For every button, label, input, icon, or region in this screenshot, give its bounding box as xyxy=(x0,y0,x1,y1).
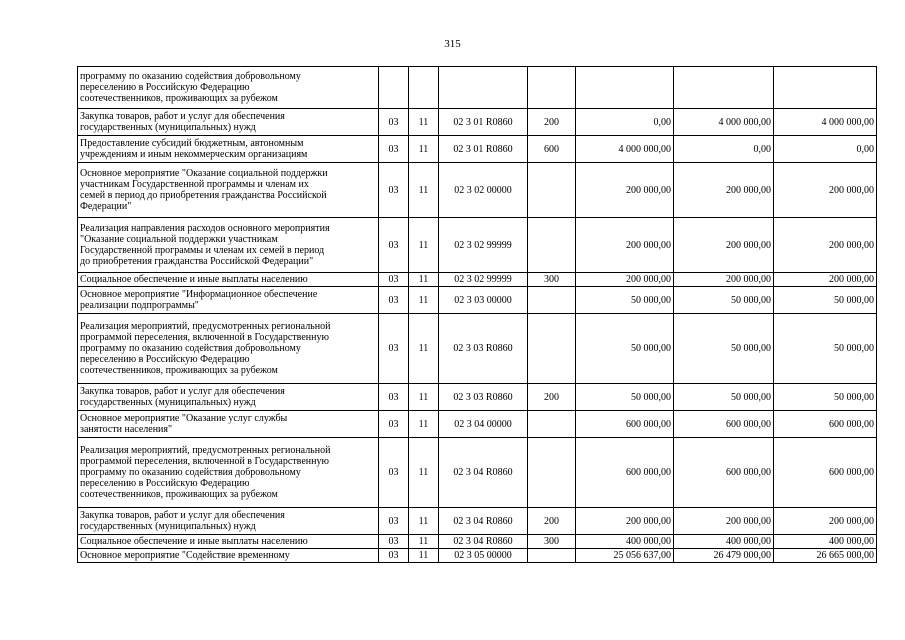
target-article-code: 02 3 03 R0860 xyxy=(439,384,528,411)
amount-year-1: 200 000,00 xyxy=(576,273,674,287)
table-row xyxy=(78,411,877,438)
amount-year-1: 50 000,00 xyxy=(576,287,674,314)
budget-table xyxy=(77,66,877,563)
subsection-code: 11 xyxy=(409,136,439,163)
row-name xyxy=(78,163,379,218)
amount-year-3: 4 000 000,00 xyxy=(774,109,877,136)
amount-year-3: 200 000,00 xyxy=(774,273,877,287)
amount-year-1: 600 000,00 xyxy=(576,438,674,508)
row-name xyxy=(78,535,379,549)
expense-type-code: 300 xyxy=(528,535,576,549)
amount-year-2: 600 000,00 xyxy=(674,411,774,438)
amount-year-1 xyxy=(576,67,674,109)
row-name xyxy=(78,109,379,136)
amount-year-1: 0,00 xyxy=(576,109,674,136)
expense-type-code xyxy=(528,438,576,508)
row-name-line: программу по оказанию содействия добровольному xyxy=(80,343,301,354)
row-name-line: программой переселения, включенной в Государственную xyxy=(80,456,329,467)
amount-year-3: 600 000,00 xyxy=(774,438,877,508)
row-name-line: занятости населения" xyxy=(80,424,173,435)
table-row xyxy=(78,535,877,549)
table-row xyxy=(78,384,877,411)
amount-year-1: 4 000 000,00 xyxy=(576,136,674,163)
subsection-code xyxy=(409,67,439,109)
row-name-line: Реализация мероприятий, предусмотренных региональной xyxy=(80,321,331,332)
row-name xyxy=(78,67,379,109)
row-name-line: Основное мероприятие "Содействие временному xyxy=(80,550,290,561)
row-name-line: Закупка товаров, работ и услуг для обеспечения xyxy=(80,510,285,521)
row-name xyxy=(78,411,379,438)
row-name xyxy=(78,273,379,287)
subsection-code: 11 xyxy=(409,218,439,273)
table-row xyxy=(78,273,877,287)
amount-year-2: 50 000,00 xyxy=(674,384,774,411)
row-name-line: переселению в Российскую Федерацию xyxy=(80,354,250,365)
expense-type-code xyxy=(528,67,576,109)
section-code xyxy=(379,67,409,109)
row-name xyxy=(78,136,379,163)
row-name-line: семей в период до приобретения гражданства Российской xyxy=(80,190,327,201)
section-code: 03 xyxy=(379,314,409,384)
expense-type-code xyxy=(528,287,576,314)
target-article-code: 02 3 02 00000 xyxy=(439,163,528,218)
row-name-line: программой переселения, включенной в Государственную xyxy=(80,332,329,343)
row-name xyxy=(78,508,379,535)
section-code: 03 xyxy=(379,438,409,508)
section-code: 03 xyxy=(379,384,409,411)
row-name xyxy=(78,438,379,508)
row-name-line: "Оказание социальной поддержки участникам xyxy=(80,234,278,245)
row-name-line: соотечественников, проживающих за рубежом xyxy=(80,489,278,500)
row-name-line: программу по оказанию содействия добровольному xyxy=(80,71,301,82)
amount-year-3: 50 000,00 xyxy=(774,287,877,314)
amount-year-1: 200 000,00 xyxy=(576,163,674,218)
expense-type-code: 200 xyxy=(528,508,576,535)
amount-year-2: 200 000,00 xyxy=(674,163,774,218)
target-article-code: 02 3 05 00000 xyxy=(439,549,528,563)
target-article-code: 02 3 04 00000 xyxy=(439,411,528,438)
table-row xyxy=(78,549,877,563)
amount-year-1: 25 056 637,00 xyxy=(576,549,674,563)
table-row xyxy=(78,438,877,508)
expense-type-code xyxy=(528,314,576,384)
row-name-line: Закупка товаров, работ и услуг для обеспечения xyxy=(80,386,285,397)
row-name-line: Предоставление субсидий бюджетным, автономным xyxy=(80,138,304,149)
section-code: 03 xyxy=(379,273,409,287)
expense-type-code: 200 xyxy=(528,109,576,136)
section-code: 03 xyxy=(379,109,409,136)
amount-year-2: 600 000,00 xyxy=(674,438,774,508)
amount-year-2: 200 000,00 xyxy=(674,273,774,287)
amount-year-1: 200 000,00 xyxy=(576,508,674,535)
amount-year-2: 0,00 xyxy=(674,136,774,163)
subsection-code: 11 xyxy=(409,287,439,314)
target-article-code: 02 3 03 00000 xyxy=(439,287,528,314)
expense-type-code: 300 xyxy=(528,273,576,287)
row-name-line: Основное мероприятие "Оказание услуг службы xyxy=(80,413,288,424)
table-row xyxy=(78,287,877,314)
row-name-line: до приобретения гражданства Российской Федерации" xyxy=(80,256,314,267)
expense-type-code xyxy=(528,411,576,438)
table-row xyxy=(78,136,877,163)
amount-year-2: 50 000,00 xyxy=(674,314,774,384)
row-name-line: соотечественников, проживающих за рубежом xyxy=(80,365,278,376)
subsection-code: 11 xyxy=(409,535,439,549)
row-name-line: государственных (муниципальных) нужд xyxy=(80,521,256,532)
row-name xyxy=(78,549,379,563)
section-code: 03 xyxy=(379,549,409,563)
section-code: 03 xyxy=(379,535,409,549)
target-article-code: 02 3 02 99999 xyxy=(439,273,528,287)
subsection-code: 11 xyxy=(409,508,439,535)
subsection-code: 11 xyxy=(409,109,439,136)
amount-year-3 xyxy=(774,67,877,109)
amount-year-2: 200 000,00 xyxy=(674,508,774,535)
amount-year-3: 50 000,00 xyxy=(774,384,877,411)
subsection-code: 11 xyxy=(409,314,439,384)
row-name-line: Государственной программы и членам их семей в период xyxy=(80,245,325,256)
row-name-line: Социальное обеспечение и иные выплаты населению xyxy=(80,536,308,547)
section-code: 03 xyxy=(379,508,409,535)
expense-type-code xyxy=(528,218,576,273)
subsection-code: 11 xyxy=(409,163,439,218)
row-name-line: соотечественников, проживающих за рубежом xyxy=(80,93,278,104)
row-name-line: Реализация мероприятий, предусмотренных региональной xyxy=(80,445,331,456)
expense-type-code: 600 xyxy=(528,136,576,163)
row-name-line: участникам Государственной программы и членам их xyxy=(80,179,309,190)
amount-year-2: 400 000,00 xyxy=(674,535,774,549)
row-name xyxy=(78,218,379,273)
subsection-code: 11 xyxy=(409,411,439,438)
row-name-line: Основное мероприятие "Оказание социальной поддержки xyxy=(80,168,328,179)
expense-type-code xyxy=(528,549,576,563)
target-article-code: 02 3 02 99999 xyxy=(439,218,528,273)
row-name xyxy=(78,314,379,384)
table-row xyxy=(78,314,877,384)
amount-year-3: 0,00 xyxy=(774,136,877,163)
subsection-code: 11 xyxy=(409,549,439,563)
row-name-line: реализации подпрограммы" xyxy=(80,300,199,311)
row-name xyxy=(78,287,379,314)
amount-year-3: 26 665 000,00 xyxy=(774,549,877,563)
amount-year-2: 50 000,00 xyxy=(674,287,774,314)
amount-year-3: 200 000,00 xyxy=(774,163,877,218)
row-name-line: учреждениям и иным некоммерческим организациям xyxy=(80,149,308,160)
table-row xyxy=(78,67,877,109)
section-code: 03 xyxy=(379,218,409,273)
subsection-code: 11 xyxy=(409,438,439,508)
page-number: 315 xyxy=(444,38,461,50)
target-article-code: 02 3 01 R0860 xyxy=(439,109,528,136)
amount-year-2: 4 000 000,00 xyxy=(674,109,774,136)
amount-year-3: 200 000,00 xyxy=(774,218,877,273)
target-article-code: 02 3 01 R0860 xyxy=(439,136,528,163)
row-name-line: Федерации" xyxy=(80,201,132,212)
target-article-code: 02 3 03 R0860 xyxy=(439,314,528,384)
row-name-line: Закупка товаров, работ и услуг для обеспечения xyxy=(80,111,285,122)
expense-type-code xyxy=(528,163,576,218)
table-row xyxy=(78,163,877,218)
row-name xyxy=(78,384,379,411)
amount-year-3: 50 000,00 xyxy=(774,314,877,384)
table-body xyxy=(78,67,877,563)
row-name-line: Реализация направления расходов основного мероприятия xyxy=(80,223,330,234)
row-name-line: Основное мероприятие "Информационное обеспечение xyxy=(80,289,318,300)
expense-type-code: 200 xyxy=(528,384,576,411)
amount-year-2: 26 479 000,00 xyxy=(674,549,774,563)
amount-year-3: 600 000,00 xyxy=(774,411,877,438)
amount-year-1: 50 000,00 xyxy=(576,384,674,411)
target-article-code: 02 3 04 R0860 xyxy=(439,438,528,508)
amount-year-3: 400 000,00 xyxy=(774,535,877,549)
row-name-line: переселению в Российскую Федерацию xyxy=(80,82,250,93)
target-article-code xyxy=(439,67,528,109)
target-article-code: 02 3 04 R0860 xyxy=(439,508,528,535)
section-code: 03 xyxy=(379,163,409,218)
amount-year-1: 400 000,00 xyxy=(576,535,674,549)
table-row xyxy=(78,508,877,535)
section-code: 03 xyxy=(379,287,409,314)
amount-year-2 xyxy=(674,67,774,109)
row-name-line: Социальное обеспечение и иные выплаты населению xyxy=(80,274,308,285)
subsection-code: 11 xyxy=(409,273,439,287)
amount-year-2: 200 000,00 xyxy=(674,218,774,273)
amount-year-3: 200 000,00 xyxy=(774,508,877,535)
table-row xyxy=(78,109,877,136)
row-name-line: переселению в Российскую Федерацию xyxy=(80,478,250,489)
table-row xyxy=(78,218,877,273)
row-name-line: государственных (муниципальных) нужд xyxy=(80,122,256,133)
amount-year-1: 600 000,00 xyxy=(576,411,674,438)
section-code: 03 xyxy=(379,411,409,438)
row-name-line: государственных (муниципальных) нужд xyxy=(80,397,256,408)
amount-year-1: 200 000,00 xyxy=(576,218,674,273)
section-code: 03 xyxy=(379,136,409,163)
row-name-line: программу по оказанию содействия добровольному xyxy=(80,467,301,478)
target-article-code: 02 3 04 R0860 xyxy=(439,535,528,549)
amount-year-1: 50 000,00 xyxy=(576,314,674,384)
subsection-code: 11 xyxy=(409,384,439,411)
